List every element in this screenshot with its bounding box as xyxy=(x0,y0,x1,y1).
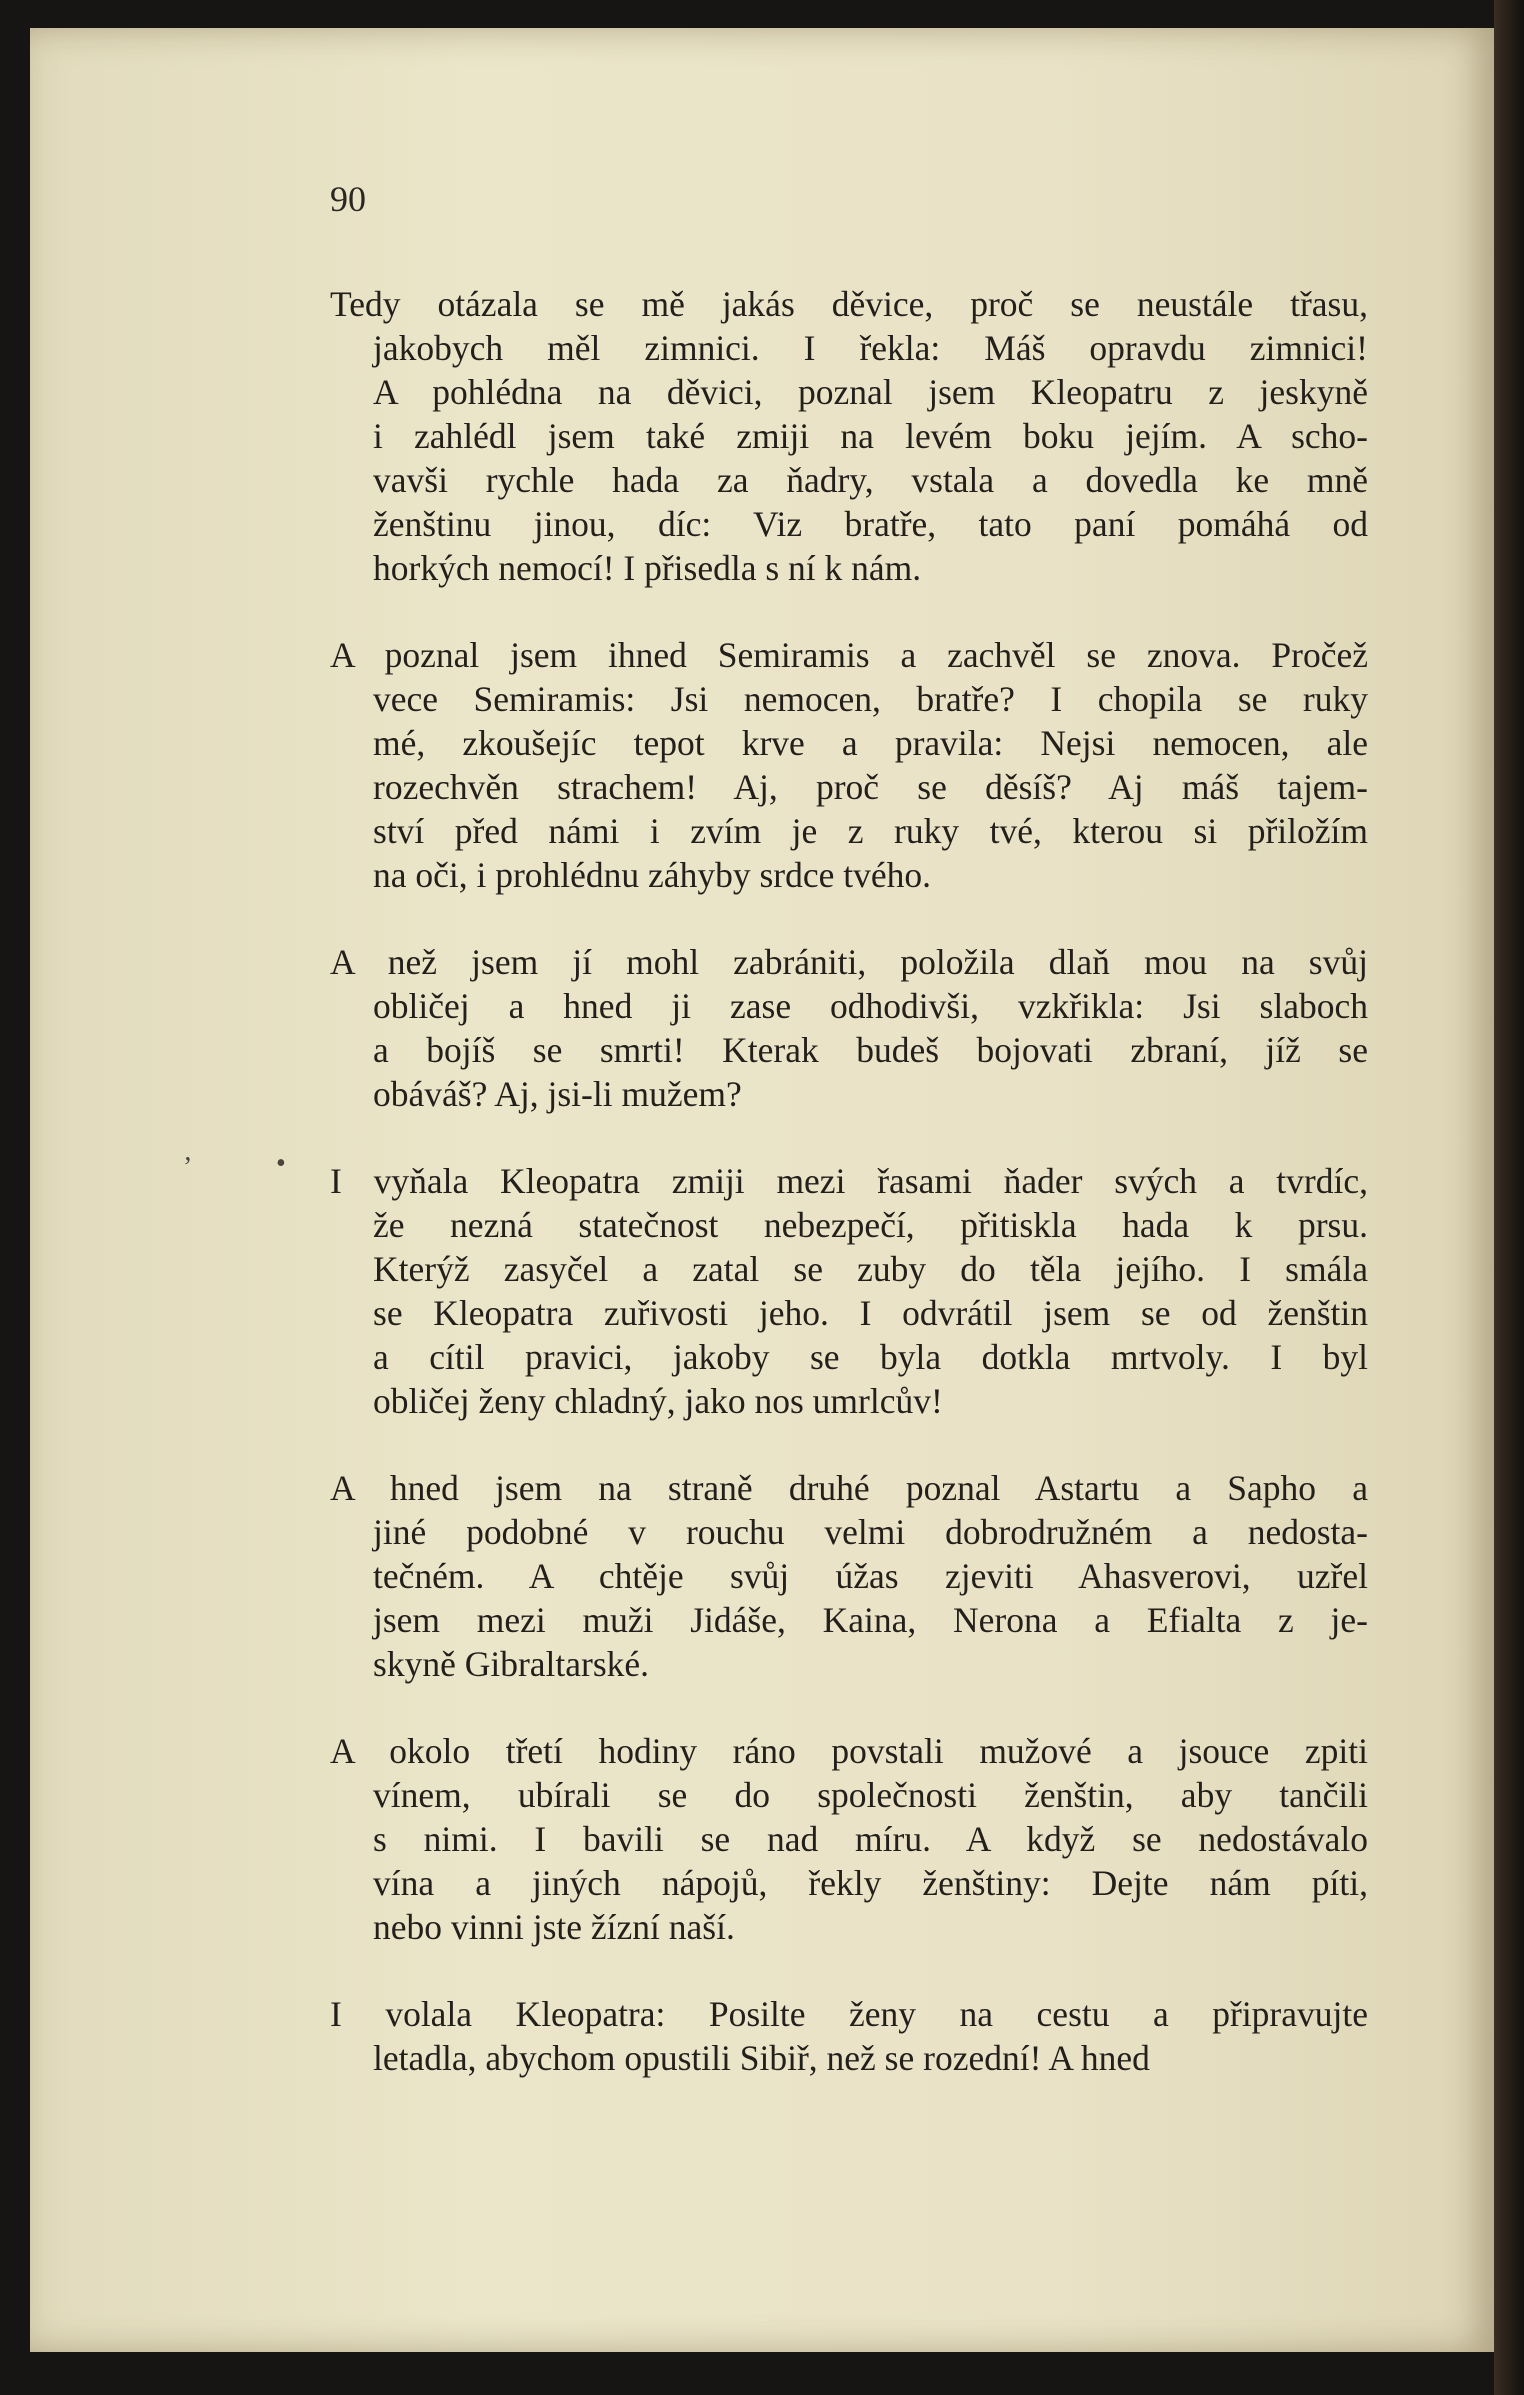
text-line: jakobych měl zimnici. I řekla: Máš opravdu zimnici! xyxy=(373,328,1368,368)
text-line: A okolo třetí hodiny ráno povstali mužové a jsouce zpiti xyxy=(330,1731,1368,1771)
text-line: se Kleopatra zuřivosti jeho. I odvrátil jsem se od ženštin xyxy=(373,1293,1368,1333)
text-line: a cítil pravici, jakoby se byla dotkla mrtvoly. I byl xyxy=(373,1337,1368,1377)
text-line: skyně Gibraltarské. xyxy=(373,1644,650,1684)
paragraph xyxy=(330,1466,1368,1686)
text-line: letadla, abychom opustili Sibiř, než se rozední! A hned xyxy=(373,2038,1150,2078)
paragraph xyxy=(330,940,1368,1116)
text-line: i zahlédl jsem také zmiji na levém boku jejím. A scho- xyxy=(373,416,1368,456)
text-line: horkých nemocí! I přisedla s ní k nám. xyxy=(373,548,922,588)
text-line: vína a jiných nápojů, řekly ženštiny: Dejte nám píti, xyxy=(373,1863,1368,1903)
text-line: že nezná statečnost nebezpečí, přitiskla hada k prsu. xyxy=(373,1205,1368,1245)
margin-dot-mark: • xyxy=(276,1148,286,1179)
paragraph xyxy=(330,1729,1368,1949)
text-line: mé, zkoušejíc tepot krve a pravila: Nejsi nemocen, ale xyxy=(373,723,1368,763)
text-line: I volala Kleopatra: Posilte ženy na cestu a připravujte xyxy=(330,1994,1368,2034)
text-line: s nimi. I bavili se nad míru. A když se nedostávalo xyxy=(373,1819,1368,1859)
text-line: vavši rychle hada za ňadry, vstala a dovedla ke mně xyxy=(373,460,1368,500)
text-line: A pohlédna na děvici, poznal jsem Kleopatru z jeskyně xyxy=(373,372,1368,412)
text-line: ství před námi i zvím je z ruky tvé, kterou si přiložím xyxy=(373,811,1368,851)
text-line: ženštinu jinou, díc: Viz bratře, tato paní pomáhá od xyxy=(373,504,1368,544)
text-line: a bojíš se smrti! Kterak budeš bojovati zbraní, jíž se xyxy=(373,1030,1368,1070)
text-line: obáváš? Aj, jsi-li mužem? xyxy=(373,1074,742,1114)
paragraph xyxy=(330,282,1368,590)
text-line: Tedy otázala se mě jakás děvice, proč se neustále třasu, xyxy=(330,284,1368,324)
paragraph xyxy=(330,1992,1368,2080)
text-line: vínem, ubírali se do společnosti ženštin, aby tančili xyxy=(373,1775,1368,1815)
text-line: nebo vinni jste žízní naší. xyxy=(373,1907,735,1947)
paragraph xyxy=(330,633,1368,897)
text-line: Kterýž zasyčel a zatal se zuby do těla jejího. I smála xyxy=(373,1249,1368,1289)
page-number: 90 xyxy=(330,179,366,219)
body-text xyxy=(330,282,1368,2123)
text-line: vece Semiramis: Jsi nemocen, bratře? I chopila se ruky xyxy=(373,679,1368,719)
text-line: A hned jsem na straně druhé poznal Astartu a Sapho a xyxy=(330,1468,1368,1508)
text-line: I vyňala Kleopatra zmiji mezi řasami ňader svých a tvrdíc, xyxy=(330,1161,1368,1201)
paragraph xyxy=(330,1159,1368,1423)
text-line: na oči, i prohlédnu záhyby srdce tvého. xyxy=(373,855,931,895)
text-line: A než jsem jí mohl zabrániti, položila dlaň mou na svůj xyxy=(330,942,1368,982)
text-line: tečném. A chtěje svůj úžas zjeviti Ahasverovi, uzřel xyxy=(373,1556,1368,1596)
margin-tick-mark: ’ xyxy=(183,1152,193,1183)
text-line: A poznal jsem ihned Semiramis a zachvěl se znova. Pročež xyxy=(330,635,1368,675)
text-line: jsem mezi muži Jidáše, Kaina, Nerona a Efialta z je- xyxy=(373,1600,1368,1640)
text-line: jiné podobné v rouchu velmi dobrodružném a nedosta- xyxy=(373,1512,1368,1552)
page-edge-shadow xyxy=(1494,0,1524,2395)
text-line: obličej a hned ji zase odhodivši, vzkřikla: Jsi slaboch xyxy=(373,986,1368,1026)
text-line: rozechvěn strachem! Aj, proč se děsíš? Aj máš tajem- xyxy=(373,767,1368,807)
text-line: obličej ženy chladný, jako nos umrlcův! xyxy=(373,1381,943,1421)
